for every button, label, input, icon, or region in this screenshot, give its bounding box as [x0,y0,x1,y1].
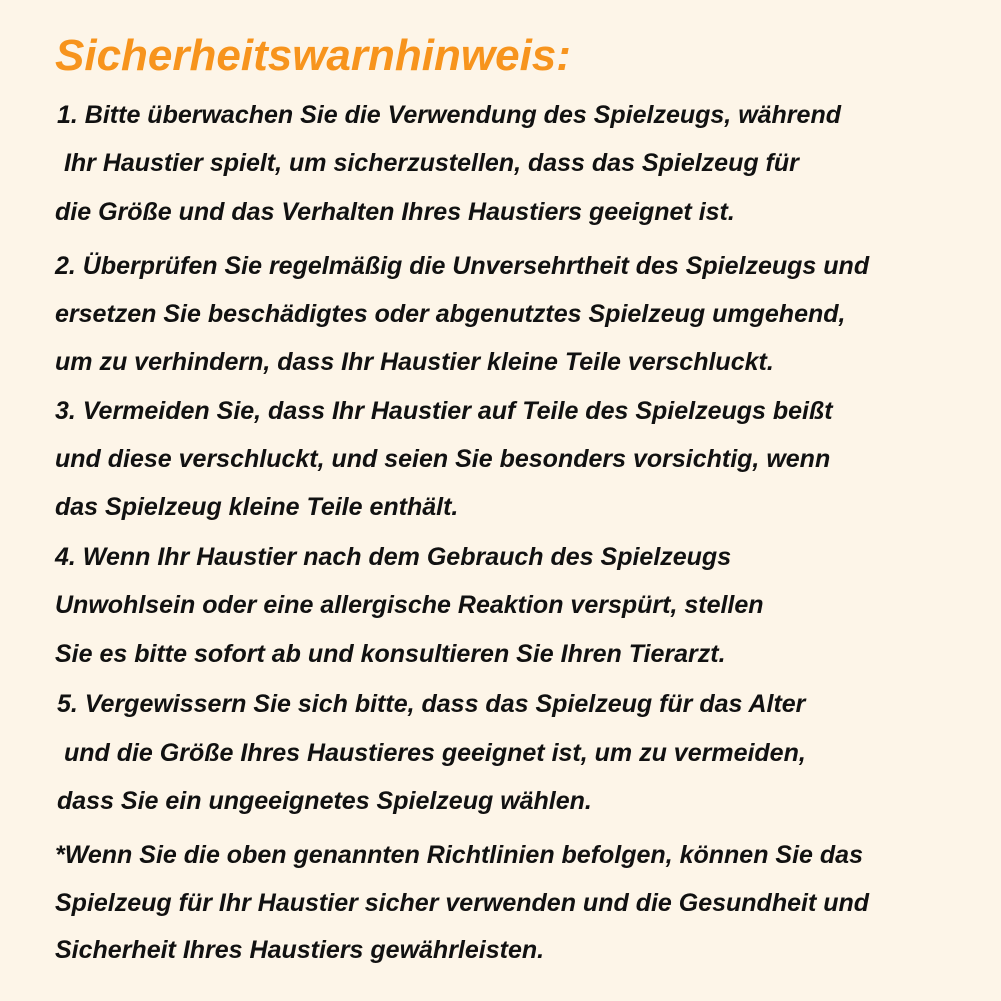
page-title: Sicherheitswarnhinweis: [55,31,571,80]
item-3-line-1: 3. Vermeiden Sie, dass Ihr Haustier auf Teile des Spielzeugs beißt [55,397,833,425]
note-line-2: Spielzeug für Ihr Haustier sicher verwenden und die Gesundheit und [55,889,870,917]
item-1-line-2: Ihr Haustier spielt, um sicherzustellen, dass das Spielzeug für [57,149,799,177]
item-4-line-1: 4. Wenn Ihr Haustier nach dem Gebrauch des Spielzeugs [55,543,732,571]
item-5-line-3: dass Sie ein ungeeignetes Spielzeug wählen. [57,787,592,815]
item-5-line-2: und die Größe Ihres Haustieres geeignet ist, um zu vermeiden, [57,739,806,767]
item-2-line-2: ersetzen Sie beschädigtes oder abgenutztes Spielzeug umgehend, [55,300,846,328]
item-2-line-3: um zu verhindern, dass Ihr Haustier kleine Teile verschluckt. [55,348,774,376]
item-1-line-1: 1. Bitte überwachen Sie die Verwendung des Spielzeugs, während [57,101,841,129]
item-2-line-1: 2. Überprüfen Sie regelmäßig die Unversehrtheit des Spielzeugs und [55,252,870,280]
item-4-line-3: Sie es bitte sofort ab und konsultieren Sie Ihren Tierarzt. [55,640,726,668]
item-4-line-2: Unwohlsein oder eine allergische Reaktion verspürt, stellen [55,591,764,619]
item-3-line-3: das Spielzeug kleine Teile enthält. [55,493,459,521]
item-5-line-1: 5. Vergewissern Sie sich bitte, dass das Spielzeug für das Alter [57,690,806,718]
note-line-3: Sicherheit Ihres Haustiers gewährleisten. [55,936,545,964]
note-line-1: *Wenn Sie die oben genannten Richtlinien befolgen, können Sie das [55,841,863,869]
item-3-line-2: und diese verschluckt, und seien Sie besonders vorsichtig, wenn [55,445,831,473]
item-1-line-3: die Größe und das Verhalten Ihres Haustiers geeignet ist. [55,198,735,226]
